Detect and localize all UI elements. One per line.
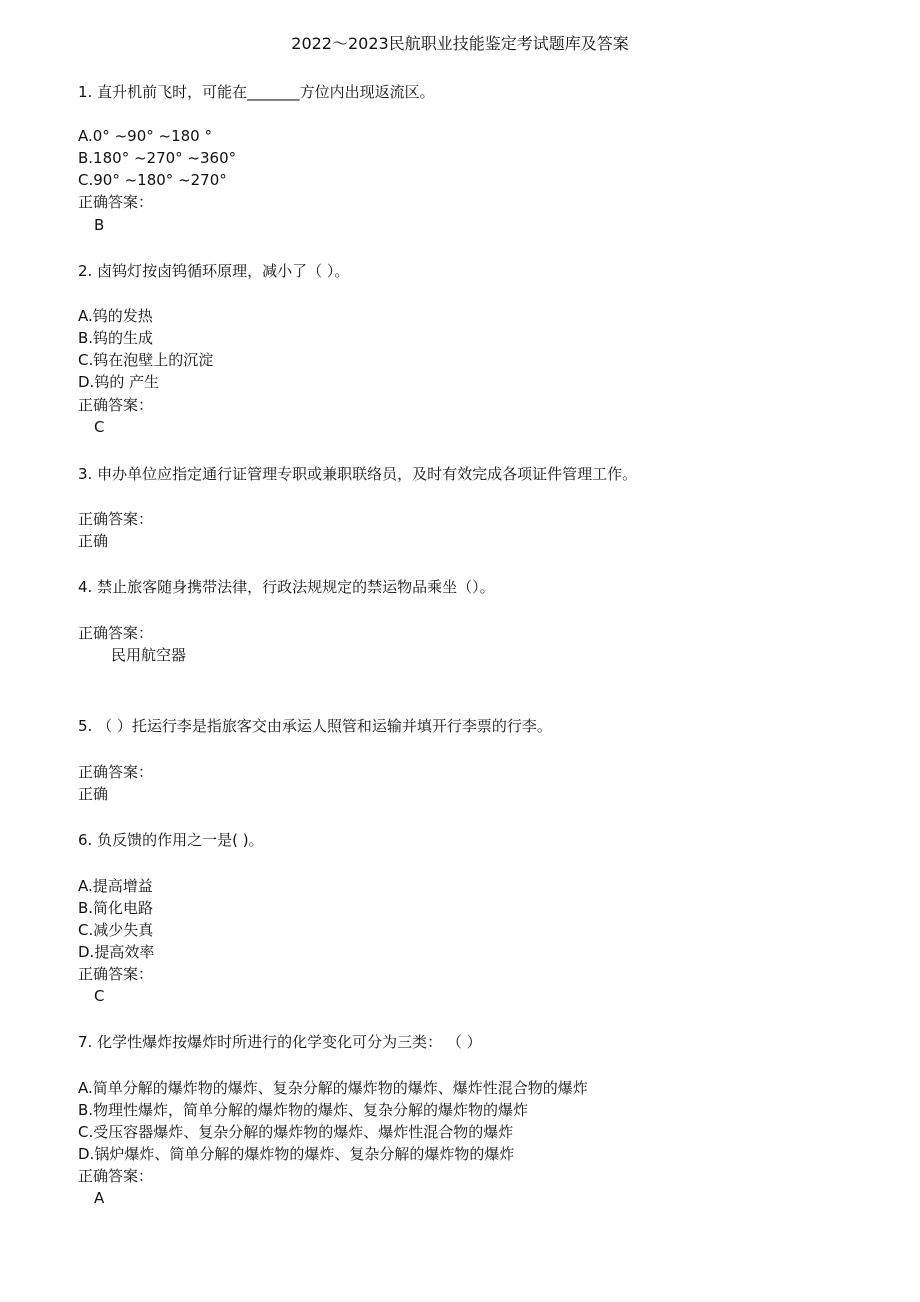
page-title: 2022～2023民航职业技能鉴定考试题库及答案 <box>291 34 629 53</box>
option-d: D.钨的 产生 <box>78 373 160 391</box>
answer-label: 正确答案： <box>78 1167 154 1185</box>
option-a: A.钨的发热 <box>78 307 153 325</box>
option-c: C.90° ~180° ~270° <box>78 171 227 189</box>
option-d: D.提高效率 <box>78 943 155 961</box>
option-b: B.物理性爆炸，简单分解的爆炸物的爆炸、复杂分解的爆炸物的爆炸 <box>78 1101 529 1119</box>
option-c: C.减少失真 <box>78 921 154 939</box>
question-text: 2. 卤钨灯按卤钨循环原理，减小了（ ）。 <box>78 262 350 280</box>
answer-label: 正确答案： <box>78 396 154 414</box>
option-c: C.受压容器爆炸、复杂分解的爆炸物的爆炸、爆炸性混合物的爆炸 <box>78 1123 514 1141</box>
answer-value: B <box>94 216 105 234</box>
answer-label: 正确答案： <box>78 510 154 528</box>
question-text: 1. 直升机前飞时，可能在_______方位内出现返流区。 <box>78 83 435 101</box>
option-a: A.简单分解的爆炸物的爆炸、复杂分解的爆炸物的爆炸、爆炸性混合物的爆炸 <box>78 1079 588 1097</box>
question-text: 3. 申办单位应指定通行证管理专职或兼职联络员，及时有效完成各项证件管理工作。 <box>78 465 638 483</box>
answer-value: 民用航空器 <box>111 646 187 664</box>
question-text: 7. 化学性爆炸按爆炸时所进行的化学变化可分为三类： （ ） <box>78 1033 482 1051</box>
question-text: 5. （ ）托运行李是指旅客交由承运人照管和运输并填开行李票的行李。 <box>78 717 552 735</box>
option-c: C.钨在泡壁上的沉淀 <box>78 351 214 369</box>
option-b: B.钨的生成 <box>78 329 154 347</box>
answer-label: 正确答案： <box>78 965 154 983</box>
option-a: A.提高增益 <box>78 877 153 895</box>
question-text: 4. 禁止旅客随身携带法律，行政法规规定的禁运物品乘坐（）。 <box>78 578 495 596</box>
answer-label: 正确答案： <box>78 763 154 781</box>
option-d: D.锅炉爆炸、简单分解的爆炸物的爆炸、复杂分解的爆炸物的爆炸 <box>78 1145 515 1163</box>
answer-label: 正确答案： <box>78 193 154 211</box>
answer-label: 正确答案： <box>78 624 154 642</box>
option-b: B.180° ~270° ~360° <box>78 149 237 167</box>
option-a: A.0° ~90° ~180 ° <box>78 127 212 145</box>
question-text: 6. 负反馈的作用之一是( )。 <box>78 831 264 849</box>
option-b: B.简化电路 <box>78 899 154 917</box>
answer-value: C <box>94 987 105 1005</box>
answer-value: 正确 <box>78 532 109 550</box>
answer-value: A <box>94 1189 105 1207</box>
answer-value: C <box>94 418 105 436</box>
answer-value: 正确 <box>78 785 109 803</box>
